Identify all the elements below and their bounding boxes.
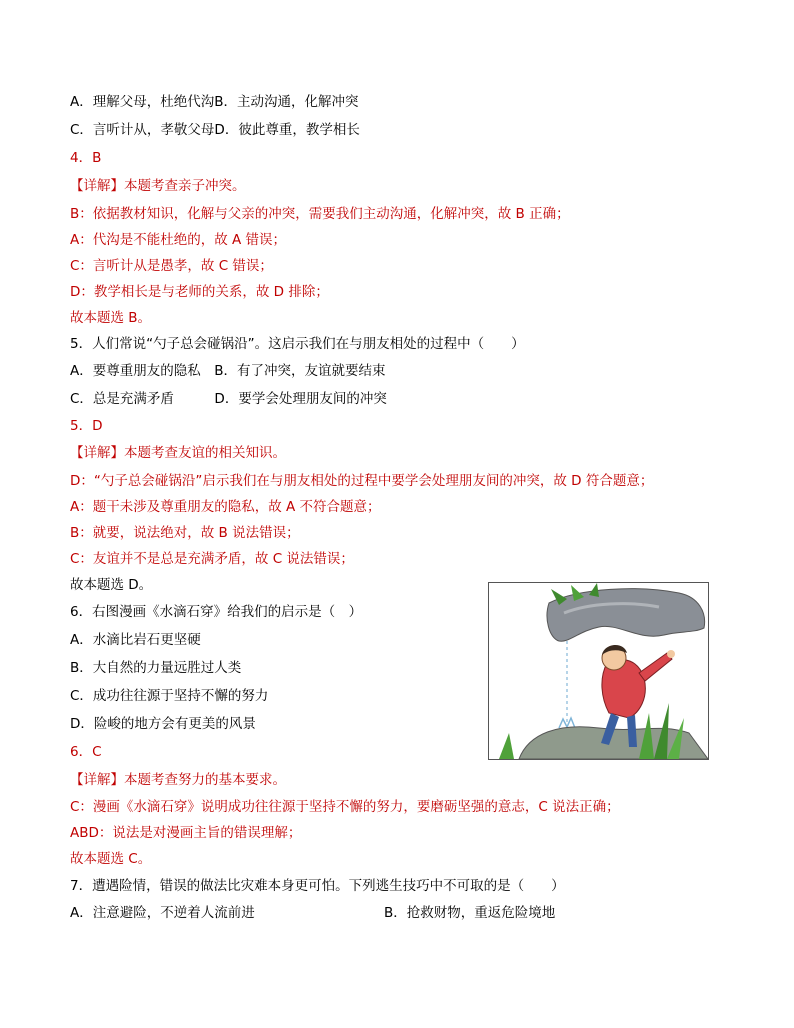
answer-4: 4．B (70, 150, 102, 166)
detail-6: 【详解】本题考查努力的基本要求。 (70, 772, 286, 788)
detail-4: 【详解】本题考查亲子冲突。 (70, 178, 246, 194)
conclusion-5: 故本题选 D。 (70, 577, 153, 593)
conclusion-4: 故本题选 B。 (70, 310, 152, 326)
q7-option-b: B．抢救财物，重返危险境地 (384, 905, 556, 921)
explain-5-a: A：题干未涉及尊重朋友的隐私，故 A 不符合题意； (70, 499, 381, 515)
q3-options-cd: C．言听计从，孝敬父母D．彼此尊重，教学相长 (70, 122, 360, 138)
explain-6-c: C：漫画《水滴石穿》说明成功往往源于坚持不懈的努力，要磨砺坚强的意志，C 说法正确； (70, 799, 620, 815)
explain-6-abd: ABD：说法是对漫画主旨的错误理解； (70, 825, 302, 841)
q5-options-cd: C．总是充满矛盾 D．要学会处理朋友间的冲突 (70, 391, 387, 407)
q6-option-c: C．成功往往源于坚持不懈的努力 (70, 688, 269, 704)
detail-5: 【详解】本题考查友谊的相关知识。 (70, 445, 286, 461)
explain-4-c: C：言听计从是愚孝，故 C 错误； (70, 258, 273, 274)
q6-option-b: B．大自然的力量远胜过人类 (70, 660, 242, 676)
q6-option-a: A．水滴比岩石更坚硬 (70, 632, 201, 648)
answer-6: 6．C (70, 744, 102, 760)
q3-options-ab: A．理解父母，杜绝代沟B．主动沟通，化解冲突 (70, 94, 359, 110)
explain-5-c: C：友谊并不是总是充满矛盾，故 C 说法错误； (70, 551, 354, 567)
question-7-stem: 7．遭遇险情，错误的做法比灾难本身更可怕。下列逃生技巧中不可取的是（ ） (70, 878, 565, 894)
water-drop-cartoon-image (488, 582, 709, 760)
q5-options-ab: A．要尊重朋友的隐私 B．有了冲突，友谊就要结束 (70, 363, 386, 379)
question-5-stem: 5．人们常说“勺子总会碰锅沿”。这启示我们在与朋友相处的过程中（ ） (70, 336, 525, 352)
conclusion-6: 故本题选 C。 (70, 851, 152, 867)
explain-4-b: B：依据教材知识，化解与父亲的冲突，需要我们主动沟通，化解冲突，故 B 正确； (70, 206, 570, 222)
q7-option-a: A．注意避险，不逆着人流前进 (70, 905, 255, 921)
explain-5-d: D：“勺子总会碰锅沿”启示我们在与朋友相处的过程中要学会处理朋友间的冲突，故 D 符合题意； (70, 473, 654, 489)
q6-option-d: D．险峻的地方会有更美的风景 (70, 716, 256, 732)
answer-5: 5．D (70, 418, 103, 434)
explain-4-d: D：教学相长是与老师的关系，故 D 排除； (70, 284, 329, 300)
explain-5-b: B：就要，说法绝对，故 B 说法错误； (70, 525, 300, 541)
question-6-stem: 6．右图漫画《水滴石穿》给我们的启示是（ ） (70, 604, 363, 620)
explain-4-a: A：代沟是不能杜绝的，故 A 错误； (70, 232, 287, 248)
